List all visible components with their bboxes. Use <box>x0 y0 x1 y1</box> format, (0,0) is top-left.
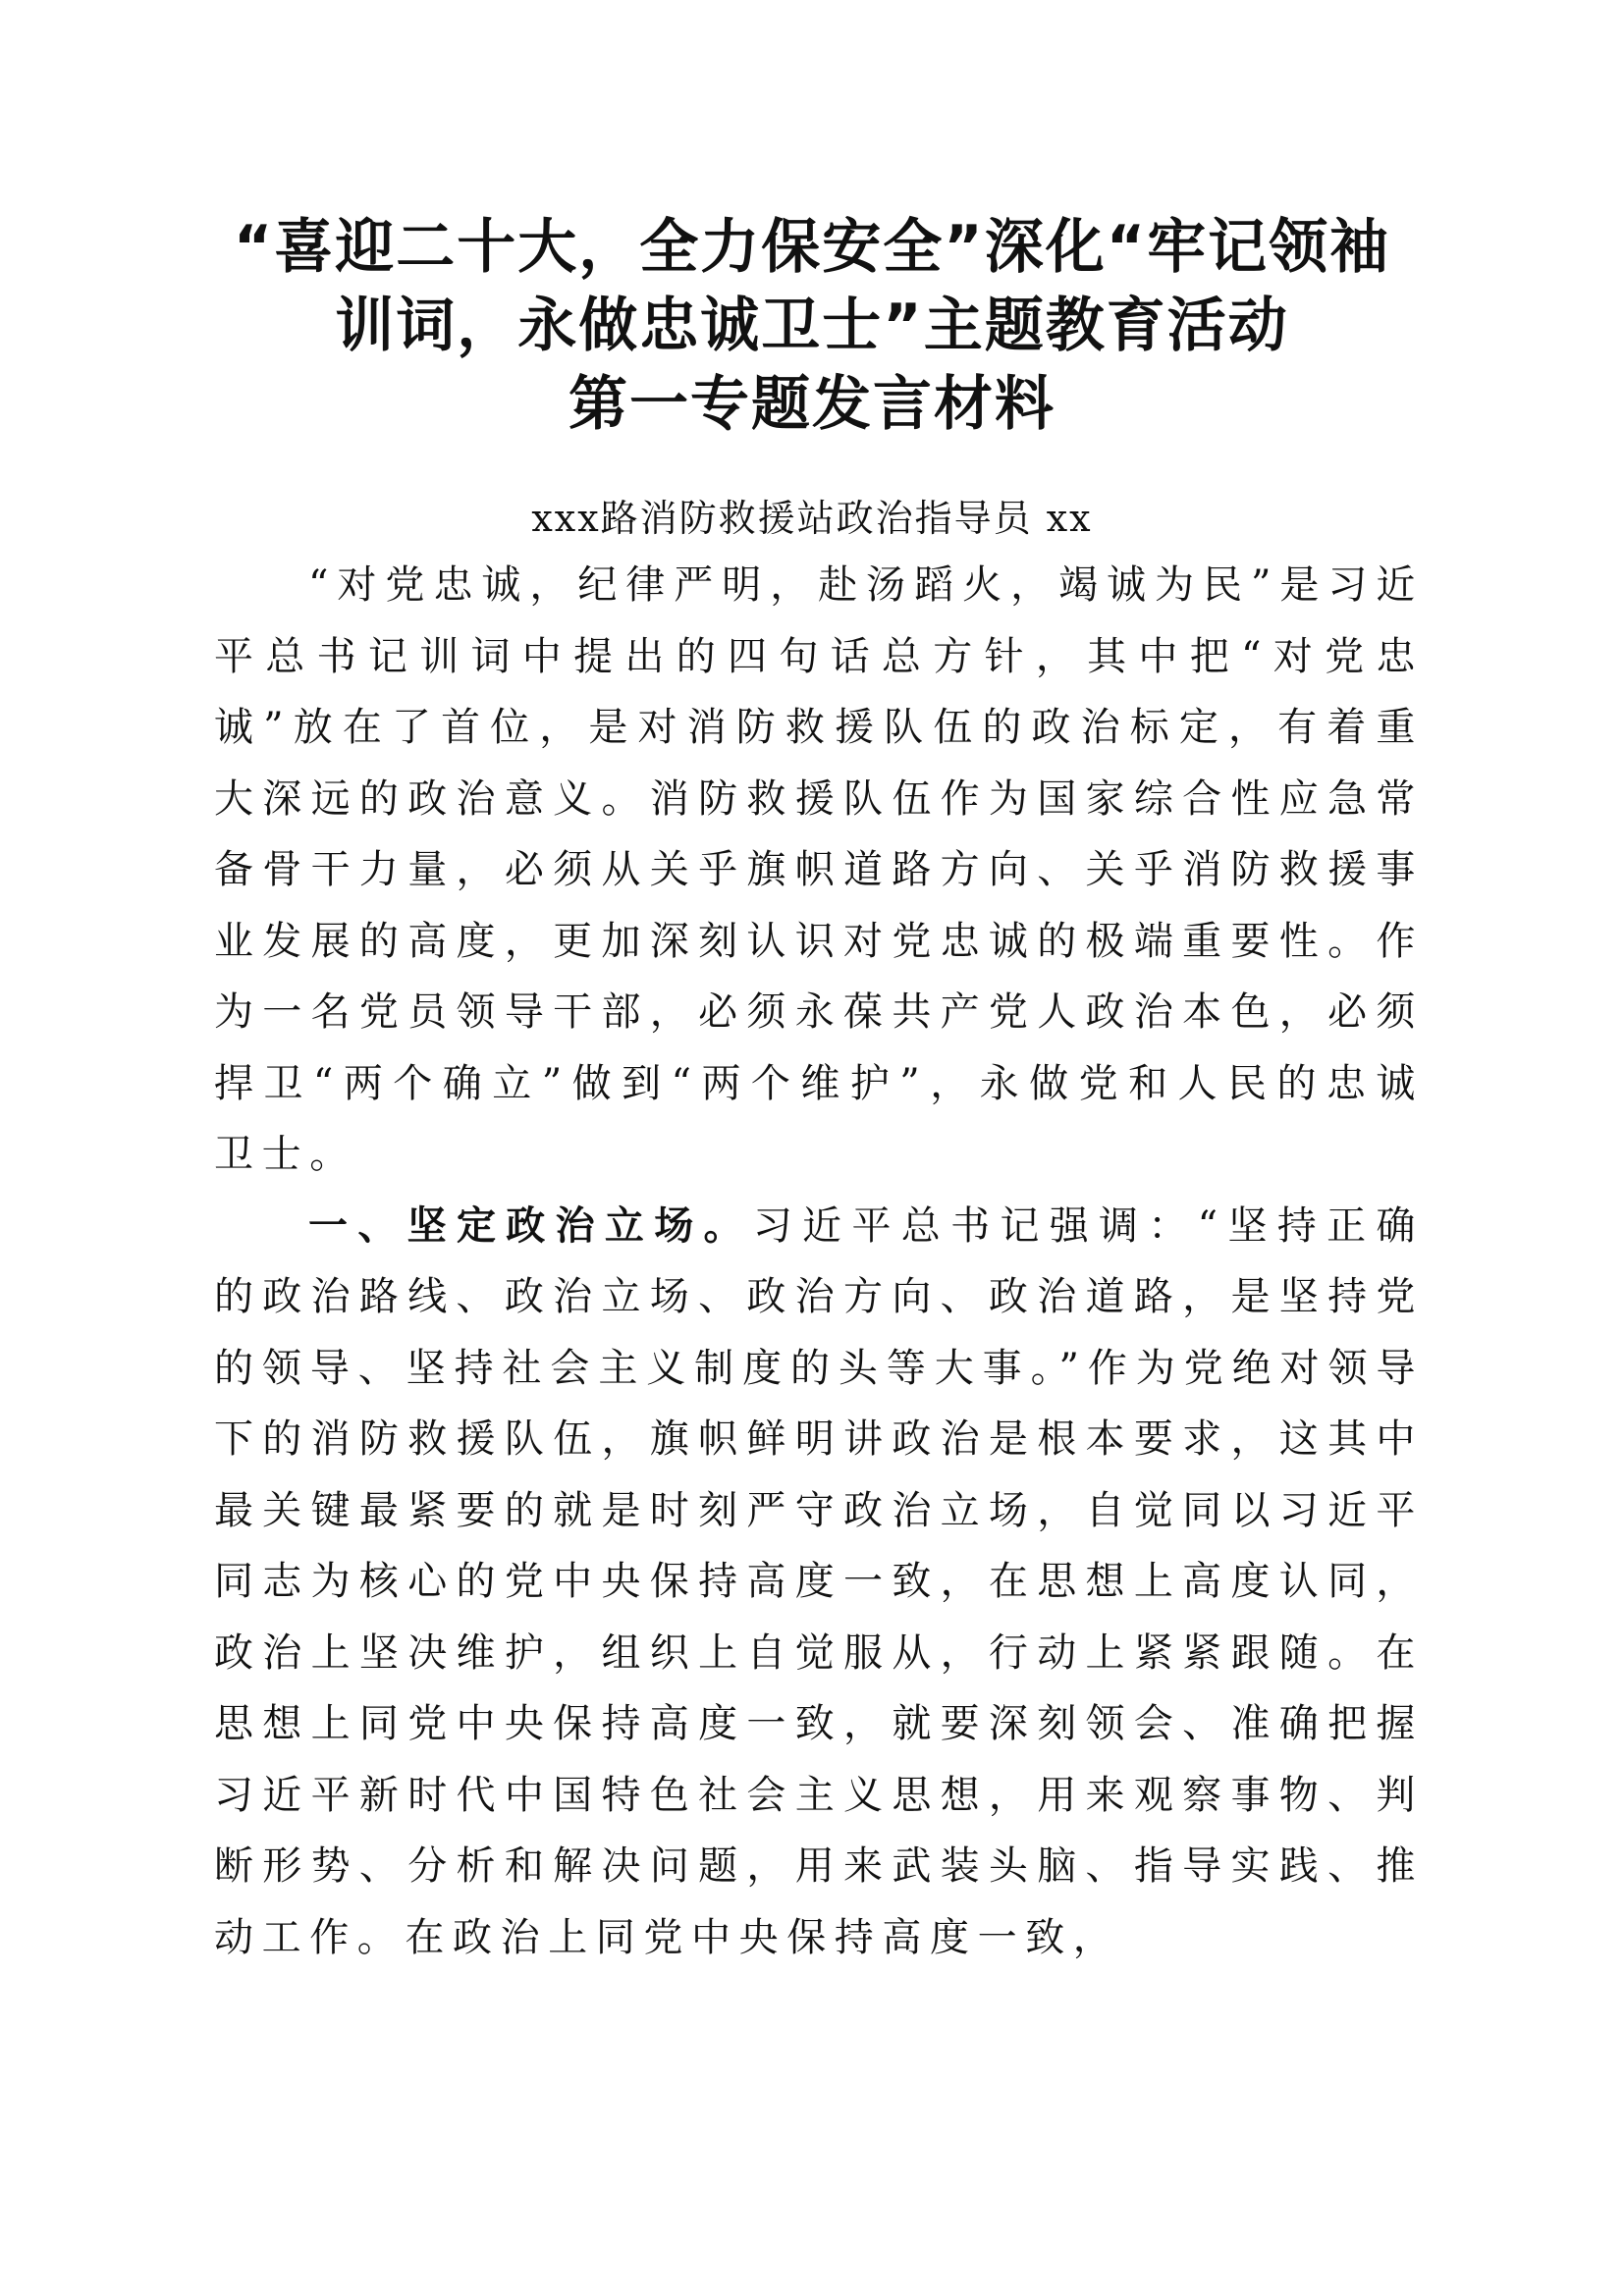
document-body <box>214 550 1424 1973</box>
paragraph-section-1 <box>214 1191 1424 1974</box>
title-line-1: “喜迎二十大，全力保安全”深化“牢记领袖 <box>233 213 1391 282</box>
title-line-2: 训词，永做忠诚卫士”主题教育活动 <box>335 292 1289 360</box>
document-title <box>196 208 1428 444</box>
author-line: xxx路消防救援站政治指导员 xx <box>531 497 1093 540</box>
title-line-3: 第一专题发言材料 <box>568 370 1056 439</box>
section-heading-1: 一、坚定政治立场。 <box>308 1202 753 1249</box>
section-1-text: 习近平总书记强调：“坚持正确的政治路线、政治立场、政治方向、政治道路，是坚持党的领导、坚持社会主义制度的头等大事。”作为党绝对领导下的消防救援队伍，旗帜鲜明讲政治是根本要求，这其中最关键最紧要的就是时刻严守政治立场，自觉同以习近平同志为核心的党中央保持高度一致，在思想上高度认同，政治上坚决维护，组织上自觉服从，行动上紧紧跟随。在思想上同党中央保持高度一致，就要深刻领会、准确把握习近平新时代中国特色社会主义思想，用来观察事物、判断形势、分析和解决问题，用来武装头脑、指导实践、推动工作。在政治上同党中央保持高度一致， <box>214 1202 1424 1960</box>
paragraph-intro: “对党忠诚，纪律严明，赴汤蹈火，竭诚为民”是习近平总书记训词中提出的四句话总方针，其中把“对党忠诚”放在了首位，是对消防救援队伍的政治标定，有着重大深远的政治意义。消防救援队伍作为国家综合性应急常备骨干力量，必须从关乎旗帜道路方向、关乎消防救援事业发展的高度，更加深刻认识对党忠诚的极端重要性。作为一名党员领导干部，必须永葆共产党人政治本色，必须捍卫“两个确立”做到“两个维护”，永做党和人民的忠诚卫士。 <box>214 562 1424 1177</box>
